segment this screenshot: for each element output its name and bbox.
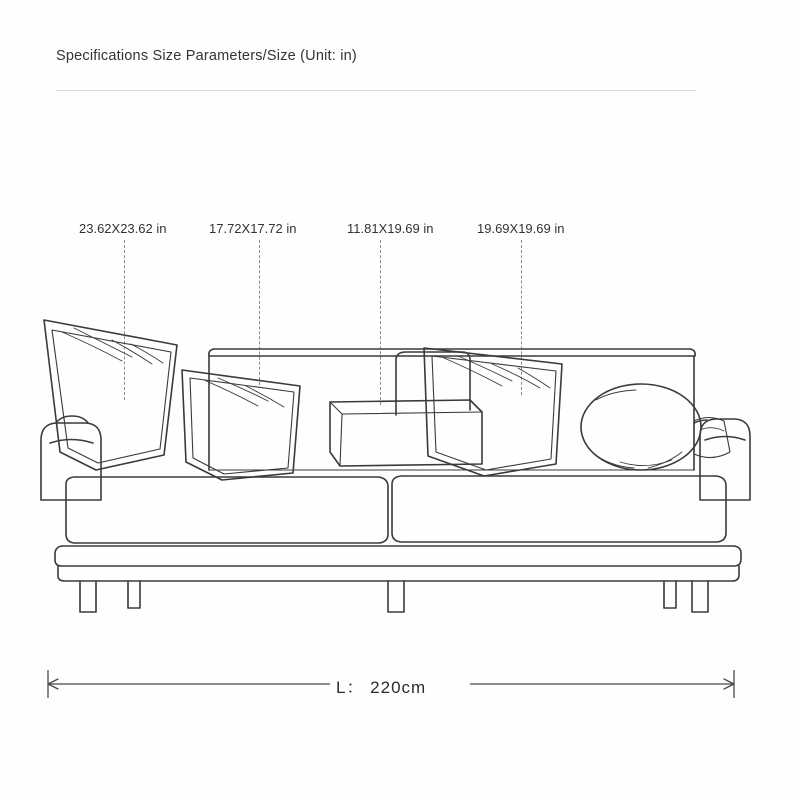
callout-label-3: 11.81X19.69 in [347,221,434,236]
callout-label-2: 17.72X17.72 in [209,221,297,236]
page-title: Specifications Size Parameters/Size (Unit: in) [56,48,357,64]
callout-label-1: 23.62X23.62 in [79,221,167,236]
width-dimension-label: L： 220cm [336,678,427,697]
callout-label-4: 19.69X19.69 in [477,221,565,236]
